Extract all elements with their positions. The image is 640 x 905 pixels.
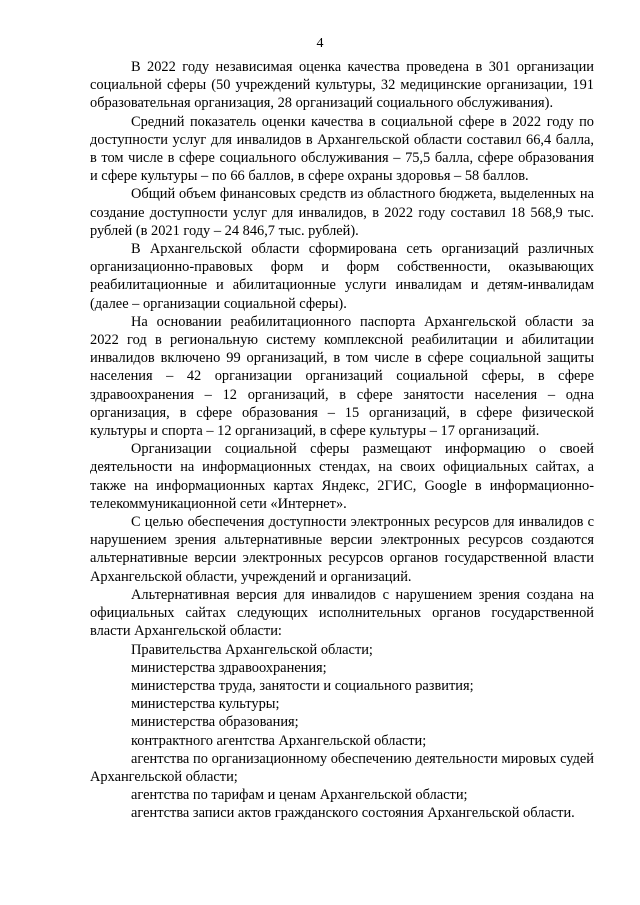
- list-item: министерства образования;: [131, 714, 299, 731]
- paragraph-electronic-resources: С целью обеспечения доступности электронных ресурсов для инвалидов с нарушением зрения альтернативные версии электронных ресурсов создаются альтернативные версии электронных ресурсов органов государственной власти Архангельской области, учреждений и организаций.: [90, 514, 594, 585]
- paragraph-budget-funds: Общий объем финансовых средств из областного бюджета, выделенных на создание доступности услуг для инвалидов, в 2022 году составил 18 568,9 тыс. рублей (в 2021 году – 24 846,7 тыс. рублей).: [90, 186, 594, 239]
- list-item: Правительства Архангельской области;: [131, 641, 373, 658]
- list-item: агентства по тарифам и ценам Архангельской области;: [131, 787, 468, 804]
- list-item: агентства по организационному обеспечению деятельности мировых судей Архангельской области;: [90, 750, 594, 785]
- paragraph-rehabilitation-passport: На основании реабилитационного паспорта Архангельской области за 2022 год в региональную систему комплексной реабилитации и абилитации инвалидов включено 99 организаций, в том числе в сфере социальной защиты населения – 42 организации организаций социальной сферы, в сфере здравоохранения – 12 организаций, в сфере занятости населения – одна организация, в сфере образования – 15 организаций, в сфере физической культуры и спорта – 12 организаций, в сфере культуры – 17 организаций.: [90, 313, 594, 440]
- paragraph-organizations-network: В Архангельской области сформирована сеть организаций различных организационно-правовых форм и форм собственности, оказывающих реабилитационные и абилитационные услуги инвалидам и детям-инвалидам (далее – организации социальной сферы).: [90, 241, 594, 312]
- authorities-list: [90, 641, 594, 823]
- list-item: министерства здравоохранения;: [131, 659, 327, 676]
- page-number: 4: [316, 36, 324, 51]
- list-item: министерства культуры;: [131, 696, 280, 713]
- list-item: контрактного агентства Архангельской области;: [131, 732, 427, 749]
- paragraph-alternative-version: Альтернативная версия для инвалидов с нарушением зрения создана на официальных сайтах следующих исполнительных органов государственной власти Архангельской области:: [90, 586, 594, 640]
- paragraph-information-placement: Организации социальной сферы размещают информацию о своей деятельности на информационных стендах, на своих официальных сайтах, а также на информационных картах Яндекс, 2ГИС, Google в информационно-телекоммуникационной сети «Интернет».: [90, 441, 594, 512]
- list-item: министерства труда, занятости и социального развития;: [131, 677, 474, 694]
- paragraph-average-score: Средний показатель оценки качества в социальной сфере в 2022 году по доступности услуг для инвалидов в Архангельской области составил 66,4 балла, в том числе в сфере социального обслуживания – 75,5 балла, сфере образования и сфере культуры – по 66 баллов, в сфере охраны здоровья – 58 баллов.: [90, 113, 594, 185]
- paragraph-assessment-2022: В 2022 году независимая оценка качества проведена в 301 организации социальной сферы (50 учреждений культуры, 32 медицинские организации, 191 образовательная организация, 28 организаций социального обслуживания).: [90, 59, 594, 112]
- list-item: агентства записи актов гражданского состояния Архангельской области.: [131, 805, 575, 822]
- document-body: [90, 58, 594, 823]
